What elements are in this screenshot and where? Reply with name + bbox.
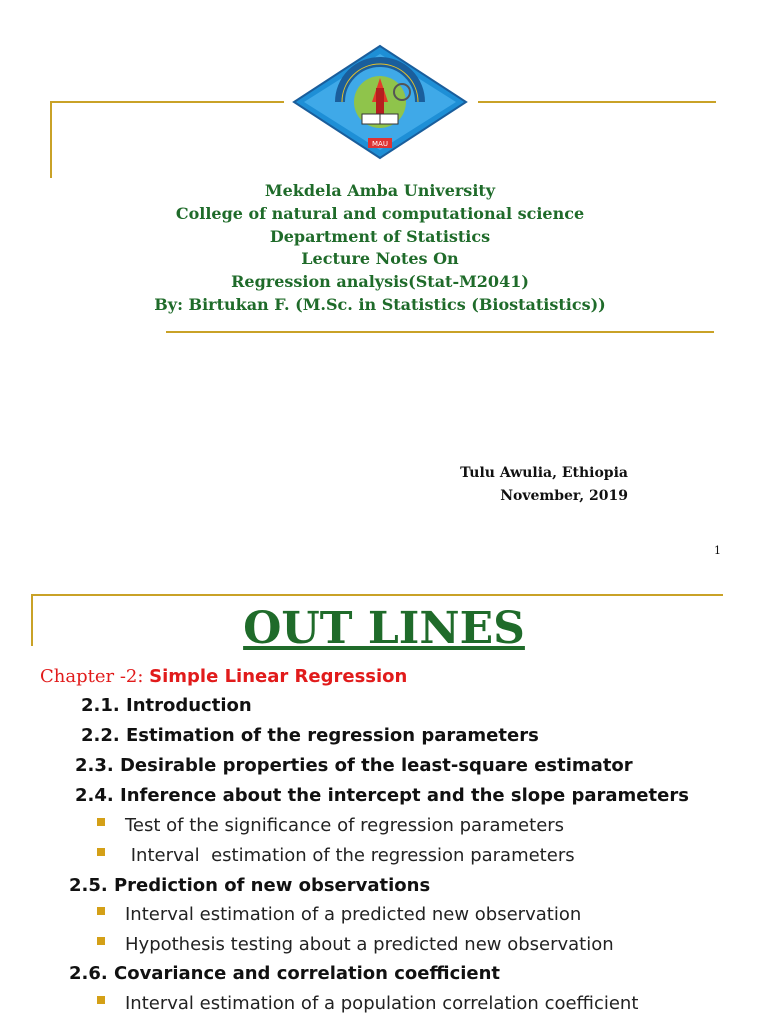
title-block <box>120 180 640 317</box>
slide1-under-title-line <box>166 331 714 333</box>
logo-badge: MAU <box>372 140 388 148</box>
bullet-square-icon <box>97 818 105 826</box>
outline-subitem: Test of the significance of regression parameters <box>125 815 565 836</box>
outline-item: 2.5. Prediction of new observations <box>69 875 431 896</box>
bullet-square-icon <box>97 937 105 945</box>
outline-subitem: Interval estimation of a predicted new observation <box>125 904 582 925</box>
department-name: Department of Statistics <box>269 226 491 246</box>
slide1-top-left-line <box>50 101 284 103</box>
slide1-left-vertical-line <box>50 101 52 178</box>
outline-subitem: Interval estimation of the regression parameters <box>125 845 575 866</box>
chapter-heading <box>40 666 407 687</box>
college-name: College of natural and computational science <box>175 203 585 223</box>
location-text: Tulu Awulia, Ethiopia <box>460 465 628 481</box>
outline-item: 2.6. Covariance and correlation coefficient <box>69 963 501 984</box>
bullet-square-icon <box>97 996 105 1004</box>
slide1-top-right-line <box>478 101 716 103</box>
page-number: 1 <box>714 544 721 557</box>
slide2-top-line <box>31 594 723 596</box>
lecture-notes-label: Lecture Notes On <box>301 249 459 269</box>
bullet-square-icon <box>97 907 105 915</box>
author-line: By: Birtukan F. (M.Sc. in Statistics (Biostatistics)) <box>154 294 606 314</box>
outline-title: OUT LINES <box>243 603 525 654</box>
bullet-square-icon <box>97 848 105 856</box>
date-text: November, 2019 <box>500 488 628 504</box>
outline-item: 2.2. Estimation of the regression parameters <box>81 725 539 746</box>
outline-subitem: Interval estimation of a population correlation coefficient <box>125 993 639 1014</box>
outline-item: 2.3. Desirable properties of the least-square estimator <box>75 755 633 776</box>
chapter-prefix: Chapter -2: <box>40 666 150 687</box>
university-logo <box>292 44 468 160</box>
university-name: Mekdela Amba University <box>264 181 496 200</box>
outline-subitem: Hypothesis testing about a predicted new observation <box>125 934 614 955</box>
outline-item: 2.1. Introduction <box>81 695 252 716</box>
chapter-title: Simple Linear Regression <box>149 666 408 687</box>
course-name: Regression analysis(Stat-M2041) <box>231 272 529 292</box>
outline-item: 2.4. Inference about the intercept and the slope parameters <box>75 785 689 806</box>
